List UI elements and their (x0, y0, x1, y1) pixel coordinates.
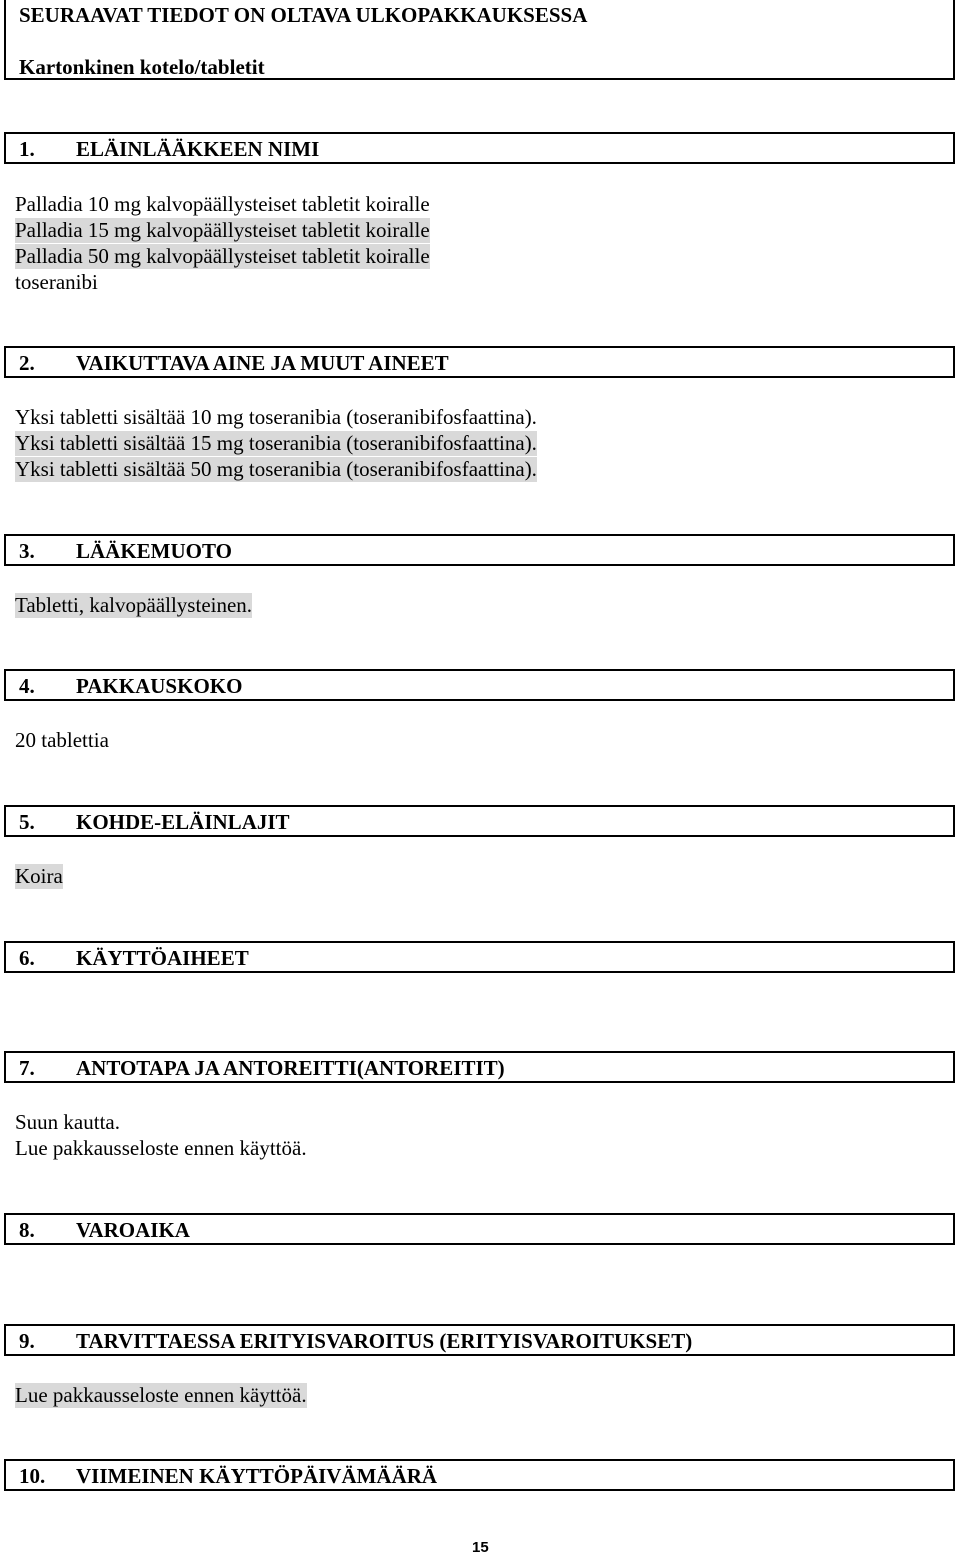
section-7-line-1: Suun kautta. (15, 1110, 120, 1134)
section-2-line-2: Yksi tabletti sisältää 15 mg toseranibia (toseranibifosfaattina). (15, 431, 537, 455)
section-number: 4. (19, 674, 35, 698)
section-1-line-1: Palladia 10 mg kalvopäällysteiset tabletit koiralle (15, 192, 430, 216)
section-7-header (4, 1051, 955, 1083)
section-9-line-1: Lue pakkausseloste ennen käyttöä. (15, 1383, 307, 1407)
section-8-header (4, 1213, 955, 1245)
section-title: ANTOTAPA JA ANTOREITTI(ANTOREITIT) (76, 1056, 505, 1080)
section-title: KOHDE-ELÄINLAJIT (76, 810, 290, 834)
section-number: 6. (19, 946, 35, 970)
section-number: 9. (19, 1329, 35, 1353)
section-1-header (4, 132, 955, 164)
section-2-line-3: Yksi tabletti sisältää 50 mg toseranibia (toseranibifosfaattina). (15, 457, 537, 481)
section-title: VAIKUTTAVA AINE JA MUUT AINEET (76, 351, 449, 375)
section-3-line-1: Tabletti, kalvopäällysteinen. (15, 593, 253, 617)
section-number: 5. (19, 810, 35, 834)
section-2-header (4, 346, 955, 378)
section-number: 10. (19, 1464, 46, 1488)
page-number: 15 (472, 1539, 489, 1556)
section-title: TARVITTAESSA ERITYISVAROITUS (ERITYISVAROITUKSET) (76, 1329, 693, 1353)
section-1-line-4: toseranibi (15, 270, 98, 294)
section-title: LÄÄKEMUOTO (76, 539, 232, 563)
section-5-header (4, 805, 955, 837)
section-number: 2. (19, 351, 35, 375)
section-3-header (4, 534, 955, 566)
section-number: 8. (19, 1218, 35, 1242)
section-9-header (4, 1324, 955, 1356)
section-1-line-3: Palladia 50 mg kalvopäällysteiset tabletit koiralle (15, 244, 430, 268)
section-number: 1. (19, 137, 35, 161)
section-title: VIIMEINEN KÄYTTÖPÄIVÄMÄÄRÄ (76, 1464, 438, 1488)
section-4-line-1: 20 tablettia (15, 728, 109, 752)
section-number: 7. (19, 1056, 35, 1080)
section-5-line-1: Koira (15, 864, 63, 888)
outer-title: SEURAAVAT TIEDOT ON OLTAVA ULKOPAKKAUKSESSA (19, 3, 588, 27)
section-title: ELÄINLÄÄKKEEN NIMI (76, 137, 320, 161)
section-title: KÄYTTÖAIHEET (76, 946, 249, 970)
section-6-header (4, 941, 955, 973)
section-title: VAROAIKA (76, 1218, 190, 1242)
section-2-line-1: Yksi tabletti sisältää 10 mg toseranibia (toseranibifosfaattina). (15, 405, 537, 429)
section-7-line-2: Lue pakkausseloste ennen käyttöä. (15, 1136, 307, 1160)
outer-header-box (4, 0, 955, 80)
section-title: PAKKAUSKOKO (76, 674, 243, 698)
section-10-header (4, 1459, 955, 1491)
section-4-header (4, 669, 955, 701)
outer-subtitle: Kartonkinen kotelo/tabletit (19, 55, 265, 79)
section-number: 3. (19, 539, 35, 563)
section-1-line-2: Palladia 15 mg kalvopäällysteiset tabletit koiralle (15, 218, 430, 242)
